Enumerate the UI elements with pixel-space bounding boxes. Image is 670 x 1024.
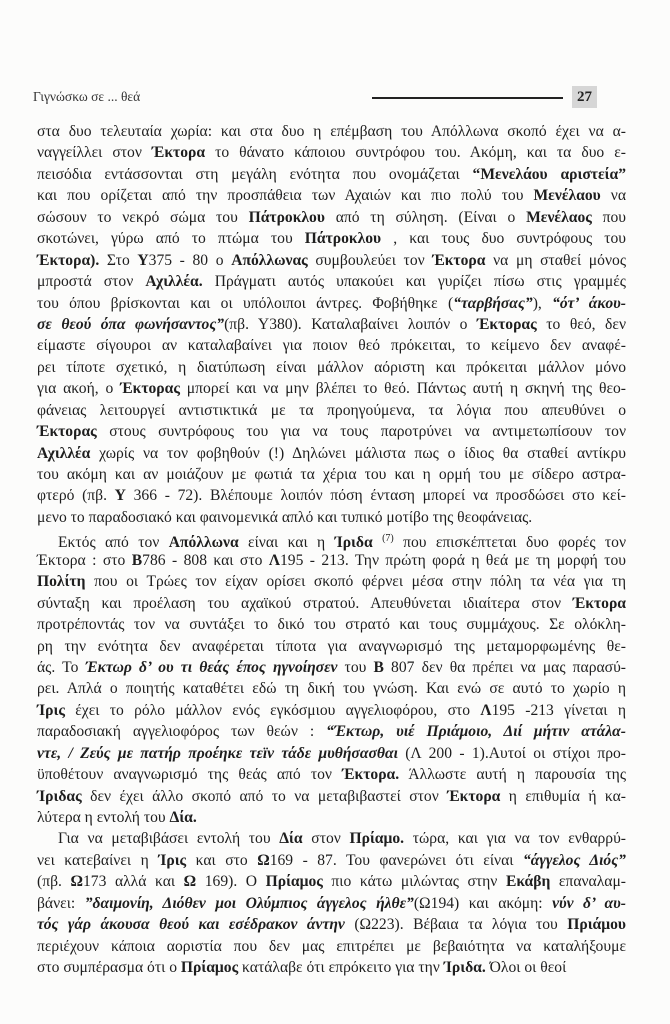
emphasis-text: Έκτορα. — [342, 766, 400, 784]
text-segment: και στο — [186, 851, 258, 869]
text-segment: (Ω194) και ακόμη: — [413, 894, 553, 912]
text-segment: (πβ. Υ380). Καταλαβαίνει λοιπόν ο — [224, 315, 477, 333]
text-segment: του ακόμη και αν μοιάζουν με φωτιά τα χέρια του και η ορμή του με σίδερο αστρα- — [37, 466, 626, 483]
emphasis-text: Ίριδα — [334, 534, 373, 552]
emphasis-text: Υ — [114, 487, 126, 505]
text-segment: περιέχουν κάποια αοριστία που δεν μας επιτρέπει με βεβαιότητα να καταλήξουμε — [37, 937, 626, 955]
emphasis-text: Εκάβη — [505, 873, 551, 891]
text-segment: ρη την ενότητα δεν αναφέρεται τίποτα για αναγνωρισμό της μεταμορφωμένης θε- — [37, 637, 626, 655]
emphasis-text: “άγγελος Διός” — [522, 851, 626, 869]
text-segment: (Λ 200 - 1).Αυτοί οι στίχοι προ- — [397, 744, 626, 762]
text-segment: νει κατεβαίνει η — [37, 851, 159, 869]
emphasis-text: Έκτορα). — [37, 251, 100, 269]
text-segment: και που ορίζεται από την προσπάθεια των Αχαιών και πιο πολύ του — [37, 187, 534, 205]
text-line — [37, 850, 626, 871]
text-segment: ρει. Απλά ο ποιητής καταθέτει εδώ τη δική του γνώση. Και ενώ σε αυτό το χωρίο η — [37, 680, 626, 698]
header-rule — [372, 97, 563, 99]
text-segment: του όπου βρίσκονται και οι υπόλοιποι άντρες. Φοβήθηκε ( — [37, 294, 454, 312]
text-line — [37, 271, 626, 292]
text-segment: είναι και η — [238, 534, 335, 552]
text-line — [37, 550, 626, 571]
text-segment: του — [337, 658, 374, 676]
text-line — [37, 250, 626, 271]
emphasis-text: Ίρις — [158, 851, 187, 869]
emphasis-text: Πάτροκλου — [304, 230, 382, 248]
text-line — [37, 700, 626, 721]
text-segment: να μη σταθεί μόνος — [485, 251, 626, 269]
text-segment: Πράγματι αυτός υπακούει και γυρίζει πίσω στις γραμμές — [202, 273, 626, 291]
text-segment: 375 - 80 ο — [148, 251, 232, 269]
text-segment: για ακοή, ο — [37, 380, 121, 398]
text-line — [37, 764, 626, 785]
text-segment: στα δυο τελευταία χωρία: και στα δυο η επέμβαση του Απόλλωνα σκοπό έχει να α- — [37, 123, 626, 140]
emphasis-text: “ότ’ άκου- — [552, 294, 626, 312]
emphasis-text: Έκτορας — [37, 423, 97, 441]
text-segment: Έκτορα : στο — [37, 551, 132, 569]
emphasis-text: Πρίαμο. — [349, 830, 405, 848]
text-segment: φάνειας λειτουργεί αντιστικτικά με τα προηγούμενα, τα λόγια που απευθύνει ο — [37, 401, 626, 419]
emphasis-text: Μενέλαος — [526, 208, 592, 226]
emphasis-text: Έκτωρ δ’ ου τι θεάς έπος ηγνοίησεν — [85, 658, 338, 676]
emphasis-text: Ίριδα. — [443, 959, 486, 977]
text-segment: δεν έχει άλλο σκοπό από το να μεταβιβαστεί στον — [81, 787, 448, 805]
text-segment: μπροστά στον — [37, 273, 146, 291]
text-segment: κατάλαβε ότι επρόκειτο για την — [238, 959, 444, 977]
emphasis-text: Ω — [183, 873, 197, 891]
text-segment: πιο κάτω μιλώντας στην — [322, 873, 506, 891]
text-line — [37, 614, 626, 635]
text-line — [37, 828, 626, 849]
emphasis-text: Πολίτη — [37, 573, 86, 591]
text-segment: (Ω223). Βέβαια τα λόγια του — [344, 916, 568, 934]
text-segment: (πβ. — [37, 873, 71, 891]
text-line — [37, 142, 626, 163]
text-segment — [373, 534, 382, 551]
text-line — [37, 464, 626, 485]
text-line — [37, 207, 626, 228]
text-segment: πεισόδια εντάσσονται στη μεγάλη ενότητα που ονομάζεται — [37, 165, 473, 183]
text-line — [37, 893, 626, 914]
text-line — [37, 957, 626, 978]
text-line — [37, 378, 626, 399]
emphasis-text: Υ — [137, 251, 149, 269]
page-number: 27 — [572, 86, 597, 108]
emphasis-text: Ω — [257, 851, 270, 869]
text-segment: μενο το παραδοσιακό και φαινομενικά απλό και τυπικό μοτίβο της θεοφάνειας. — [37, 508, 533, 526]
emphasis-text: τός γάρ άκουσα θεού και εσέδρακον άντην — [37, 916, 345, 934]
text-segment: ναγγείλλει στον — [37, 144, 152, 162]
text-segment: είμαστε σίγουροι αν καταλαβαίνει για ποιον θεό πρόκειται, το κείμενο δεν αναφέ- — [37, 337, 626, 355]
text-line — [37, 485, 626, 506]
emphasis-text: Απόλλωνα — [168, 534, 239, 552]
text-segment: 807 δεν θα πρέπει να μας παρασύ- — [383, 658, 626, 676]
text-segment: χωρίς να τον φοβηθούν (!) Δηλώνει μάλιστα πως ο ίδιος θα σταθεί αντίκρυ — [90, 444, 626, 462]
text-segment: στον — [302, 830, 350, 848]
emphasis-text: Ω — [70, 873, 83, 891]
text-segment: η επιθυμία ή κα- — [500, 787, 626, 805]
emphasis-text: Β — [131, 551, 143, 569]
text-line — [37, 121, 626, 142]
text-segment: που — [591, 208, 626, 226]
text-segment: σύνταξη και προέλαση του αχαϊκού στρατού. Απευθύνεται ιδιαίτερα στον — [37, 594, 573, 612]
text-line — [37, 421, 626, 442]
text-segment: Όλοι οι θεοί — [485, 959, 567, 977]
text-segment: συμβουλεύει τον — [307, 251, 433, 269]
text-line — [37, 293, 626, 314]
text-line — [37, 400, 626, 421]
text-segment: φτερό (πβ. — [37, 487, 115, 505]
text-segment: παραδοσιακή αγγελιοφόρος των θεών : — [37, 723, 327, 741]
text-segment: έχει το ρόλο μάλλον ενός εγκόσμιου αγγελιοφόρου, στο — [64, 701, 481, 719]
emphasis-text: Ίριδας — [37, 787, 82, 805]
text-segment: 169). Ο — [196, 873, 266, 891]
emphasis-text: Αχιλλέα. — [145, 273, 203, 291]
text-segment: 169 - 87. Του φανερώνει ότι είναι — [269, 851, 523, 869]
text-line — [37, 678, 626, 699]
text-segment: στους συντρόφους του για να τους παροτρύνει να αντιμετωπίσουν τον — [96, 423, 626, 441]
emphasis-text: Πρίαμος — [265, 873, 323, 891]
text-segment: μπορεί και να μην βλέπει το θεό. Πάντως αυτή η σκηνή της θεο- — [179, 380, 626, 398]
text-segment: τώρα, και για να τον ενθαρρύ- — [404, 830, 626, 848]
emphasis-text: “Μενελάου αριστεία” — [472, 165, 626, 183]
text-segment: 195 -213 γίνεται η — [491, 701, 626, 719]
emphasis-text: Ίρις — [37, 701, 65, 719]
text-line — [37, 914, 626, 935]
emphasis-text: Έκτορας — [120, 380, 180, 398]
text-line — [37, 164, 626, 185]
text-line — [37, 443, 626, 464]
text-line — [37, 571, 626, 592]
text-segment: σώσουν το νεκρό σώμα του — [37, 208, 249, 226]
emphasis-text: Απόλλωνας — [231, 251, 308, 269]
text-segment: βάνει: — [37, 894, 85, 912]
emphasis-text: Β — [373, 658, 384, 676]
emphasis-text: νύν δ’ αυ- — [552, 894, 626, 912]
text-segment: ϋποθέτουν αναγνωρισμό της θεάς από τον — [37, 766, 343, 784]
text-segment: ), — [532, 294, 553, 312]
text-line — [37, 314, 626, 335]
emphasis-text: Έκτορα — [151, 144, 206, 162]
emphasis-text: Μενέλαου — [533, 187, 601, 205]
text-line — [37, 228, 626, 249]
text-line — [37, 743, 626, 764]
emphasis-text: Δία — [279, 830, 303, 848]
running-title: Γιγνώσκω σε ... θεά — [33, 89, 141, 104]
text-segment: 366 - 72). Βλέπουμε λοιπόν πόση ένταση μπορεί να προσδώσει στο κεί- — [125, 487, 626, 505]
emphasis-text: Πάτροκλου — [248, 208, 325, 226]
text-line — [37, 807, 626, 828]
text-segment: Εκτός από τον — [58, 534, 169, 552]
text-line — [37, 593, 626, 614]
text-segment: να — [600, 187, 626, 205]
paragraph — [37, 528, 626, 828]
text-segment: προτρέποντάς τον να συντάξει το δικό του στρατό και τους συμμάχους. Σε ολόκλη- — [37, 616, 626, 634]
emphasis-text: Λ — [268, 551, 280, 569]
text-segment: που επισκέπτεται δυο φορές τον — [393, 534, 626, 552]
text-segment: , και τους δυο συντρόφους του — [381, 230, 626, 248]
text-segment: Άλλωστε αυτή η παρουσία της — [399, 766, 626, 784]
text-segment: επαναλαμ- — [550, 873, 626, 891]
text-segment: από τη σύληση. (Είναι ο — [324, 208, 527, 226]
text-line — [37, 507, 626, 528]
text-segment: που οι Τρώες τον είχαν ορίσει σκοπό φέρνει μέσα στην πόλη τα νέα για τη — [85, 573, 626, 591]
text-segment: άς. Το — [37, 658, 86, 676]
text-segment: ρει τίποτε σχετικό, η διατύπωση είναι μάλλον αόριστη και πρόκειται μάλλον μόνο — [37, 358, 626, 376]
text-line — [37, 636, 626, 657]
text-line — [37, 721, 626, 742]
text-line — [37, 936, 626, 957]
text-segment: 786 - 808 και στο — [142, 551, 269, 569]
text-line — [37, 335, 626, 356]
paragraph — [37, 828, 626, 978]
emphasis-text: Έκτορα — [572, 594, 626, 612]
emphasis-text: Πρίαμος — [180, 959, 239, 977]
text-segment: στο συμπέρασμα ότι ο — [37, 959, 181, 977]
text-line — [37, 871, 626, 892]
emphasis-text: Λ — [480, 701, 492, 719]
text-segment: Για να μεταβιβάσει εντολή του — [58, 830, 280, 848]
text-segment: το θάνατο κάποιου συντρόφου του. Ακόμη, και τα δυο ε- — [205, 144, 626, 162]
emphasis-text: Δία. — [169, 809, 197, 826]
text-line — [37, 528, 626, 552]
text-segment: 173 αλλά και — [82, 873, 184, 891]
text-segment: Στο — [99, 251, 138, 269]
emphasis-text: “ταρβήσας” — [453, 294, 533, 312]
emphasis-text: “Έκτωρ, υιέ Πριάμοιο, Διί μήτιν ατάλα- — [326, 723, 626, 741]
text-line — [37, 657, 626, 678]
text-line — [37, 357, 626, 378]
emphasis-text: Έκτορα — [447, 787, 501, 805]
emphasis-text: Έκτορας — [476, 315, 537, 333]
text-segment: σκοτώνει, γύρω από το πτώμα του — [37, 230, 305, 248]
body-text — [37, 121, 626, 979]
emphasis-text: Αχιλλέα — [37, 444, 91, 462]
text-segment: λύτερα η εντολή του — [37, 809, 170, 826]
paragraph — [37, 121, 626, 528]
text-segment: 195 - 213. Την πρώτη φορά η θεά με τη μορφή του — [280, 551, 626, 569]
emphasis-text: Έκτορα — [432, 251, 486, 269]
footnote-ref: (7) — [382, 533, 394, 545]
emphasis-text: ”δαιμονίη, Διόθεν μοι Ολύμπιος άγγελος ήλθε” — [84, 894, 414, 912]
text-line — [37, 786, 626, 807]
text-line — [37, 185, 626, 206]
emphasis-text: ντε, / Ζεύς με πατήρ προέηκε τεϊν τάδε μυθήσασθαι — [37, 744, 398, 762]
emphasis-text: σε θεού όπα φωνήσαντος” — [37, 315, 225, 333]
text-segment: το θεό, δεν — [536, 315, 626, 333]
emphasis-text: Πριάμου — [567, 916, 626, 934]
